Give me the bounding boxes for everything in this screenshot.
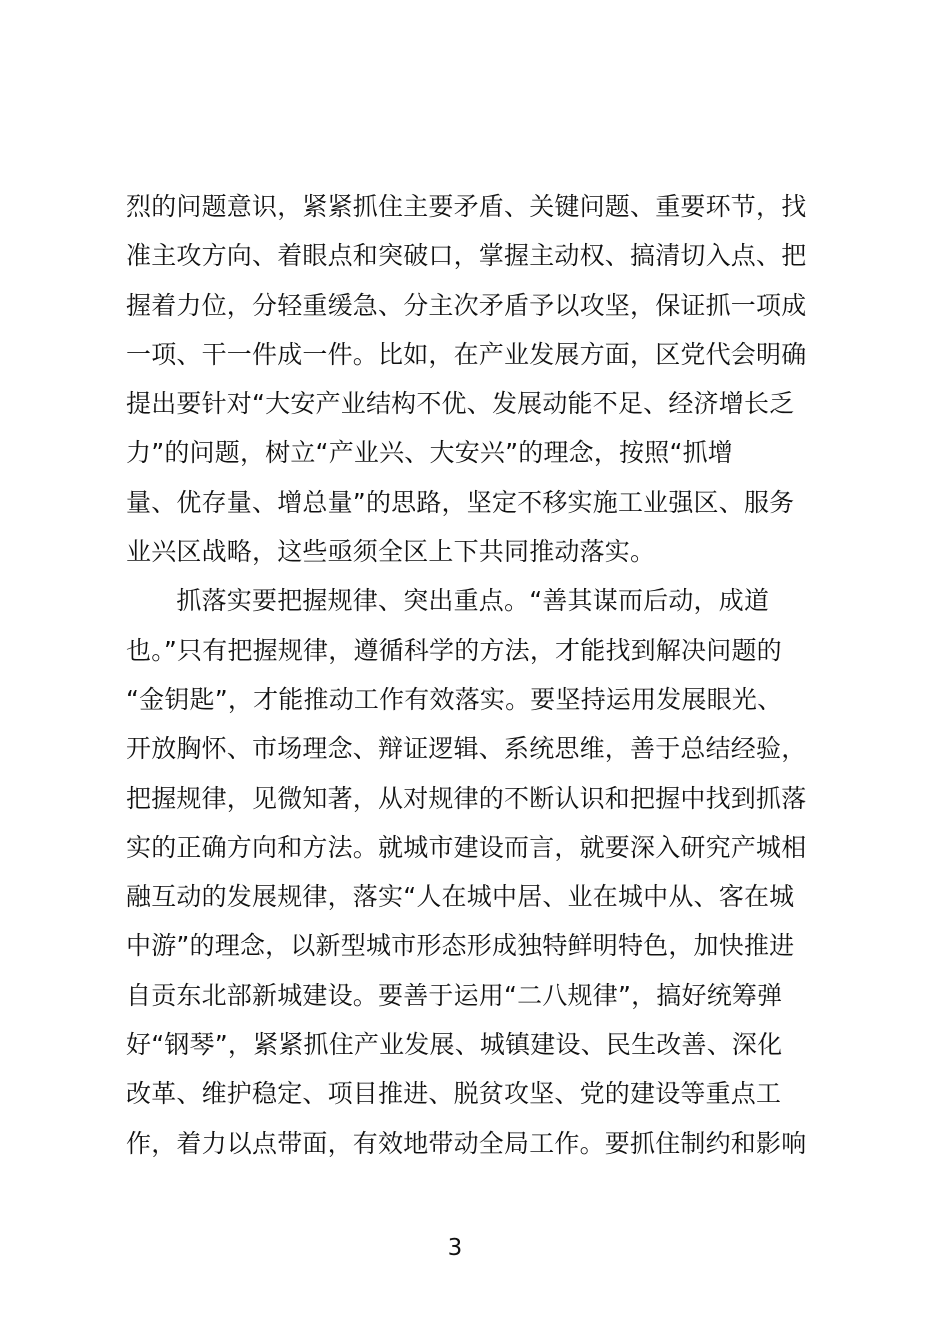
text-line-11: “金钥匙”，才能推动工作有效落实。要坚持运用发展眼光、 [126,684,783,714]
text-line-7: 量、优存量、增总量”的思路，坚定不移实施工业强区、服务 [126,487,795,517]
text-line-14: 实的正确方向和方法。就城市建设而言，就要深入研究产城相 [126,832,807,862]
text-line-15: 融互动的发展规律，落实“人在城中居、业在城中从、客在城 [126,882,795,912]
text-line-5: 提出要针对“大安产业结构不优、发展动能不足、经济增长乏 [126,389,795,419]
page-number: 3 [447,1235,463,1261]
text-line-16: 中游”的理念，以新型城市形态形成独特鲜明特色，加快推进 [126,931,795,961]
text-line-12: 开放胸怀、市场理念、辩证逻辑、系统思维，善于总结经验， [126,734,807,764]
text-line-3: 握着力位，分轻重缓急、分主次矛盾予以攻坚，保证抓一项成 [126,290,807,320]
body-text [126,182,846,1168]
text-line-18: 好“钢琴”，紧紧抓住产业发展、城镇建设、民生改善、深化 [126,1030,783,1060]
text-line-8: 业兴区战略，这些亟须全区上下共同推动落实。 [126,537,656,567]
text-line-9: 抓落实要把握规律、突出重点。“善其谋而后动，成道 [126,586,770,616]
text-line-20: 作，着力以点带面，有效地带动全局工作。要抓住制约和影响 [126,1128,807,1158]
text-line-17: 自贡东北部新城建设。要善于运用“二八规律”，搞好统筹弹 [126,980,783,1010]
text-line-4: 一项、干一件成一件。比如，在产业发展方面，区党代会明确 [126,339,807,369]
text-line-10: 也。”只有把握规律，遵循科学的方法，才能找到解决问题的 [126,635,782,665]
text-line-13: 把握规律，见微知著，从对规律的不断认识和把握中找到抓落 [126,783,807,813]
text-line-1: 烈的问题意识，紧紧抓住主要矛盾、关键问题、重要环节，找 [126,192,807,221]
text-line-6: 力”的问题，树立“产业兴、大安兴”的理念，按照“抓增 [126,438,734,468]
text-line-19: 改革、维护稳定、项目推进、脱贫攻坚、党的建设等重点工 [126,1079,782,1109]
text-line-2: 准主攻方向、着眼点和突破口，掌握主动权、搞清切入点、把 [126,241,807,271]
